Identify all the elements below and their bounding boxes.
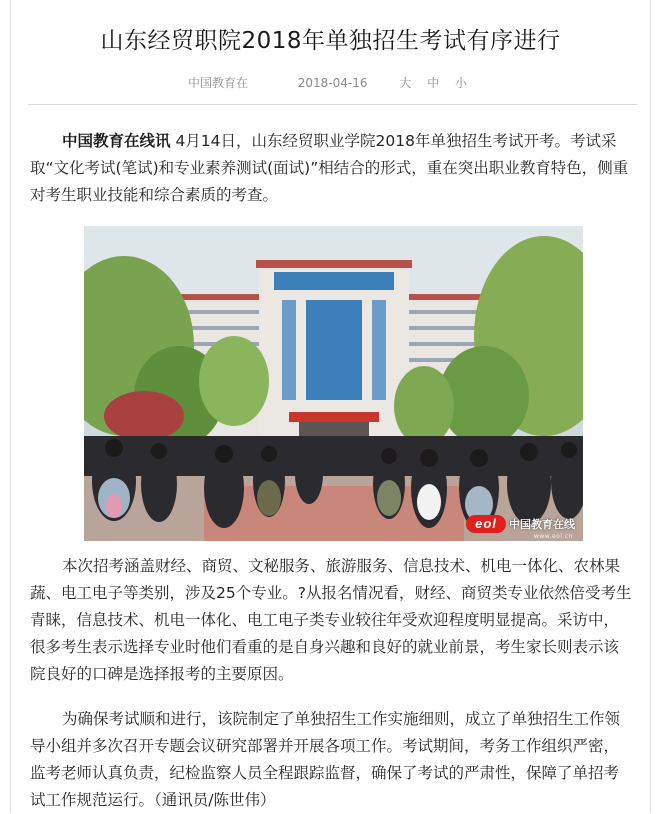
article-title: 山东经贸职院2018年单独招生考试有序进行: [100, 28, 561, 54]
campus-photo-illustration: [84, 226, 583, 541]
font-size-medium-button[interactable]: 中: [427, 76, 440, 90]
eol-logo-text: 中国教育在线: [509, 518, 575, 531]
article-source[interactable]: 中国教育在: [187, 76, 248, 90]
meta-divider: [28, 104, 637, 105]
font-size-large-button[interactable]: 大: [399, 76, 412, 90]
article-date: 2018-04-16: [297, 76, 368, 90]
paragraph-intro: [30, 128, 633, 209]
eol-logo-url: www.eol.cn: [533, 533, 573, 540]
paragraph-intro-text: 4月14日，山东经贸职业学院2018年单独招生考试开考。考试采取“文化考试(笔试)和专业素养测试(面试)”相结合的形式，重在突出职业教育特色，侧重对考生职业技能和综合素质的考查。: [30, 132, 629, 204]
paragraph-organization: 为确保考试顺和进行，该院制定了单独招生工作实施细则，成立了单独招生工作领导小组并多次召开专题会议研究部署并开展各项工作。考试期间，考务工作组织严密，监考老师认真负责，纪检监察人员全程跟踪监督，确保了考试的严肃性，保障了单招考试工作规范运行。（通讯员/陈世伟）: [30, 710, 621, 809]
font-size-small-button[interactable]: 小: [455, 76, 468, 90]
eol-watermark: [466, 515, 575, 533]
eol-logo-icon: eol: [466, 515, 506, 533]
campus-photo: [84, 226, 583, 541]
page-border-right: [650, 0, 651, 813]
article-meta: [11, 74, 650, 91]
paragraph-lead: 中国教育在线讯: [62, 132, 171, 150]
paragraph-majors: 本次招考涵盖财经、商贸、文秘服务、旅游服务、信息技术、机电一体化、农林果蔬、电工电子等类别，涉及25个专业。?从报名情况看，财经、商贸类专业依然倍受考生青睐，信息技术、机电一体化、电工电子类专业较往年受欢迎程度明显提高。采访中，很多考生表示选择专业时他们看重的是自身兴趣和良好的就业前景，考生家长则表示该院良好的口碑是选择报考的主要原因。: [30, 557, 632, 683]
